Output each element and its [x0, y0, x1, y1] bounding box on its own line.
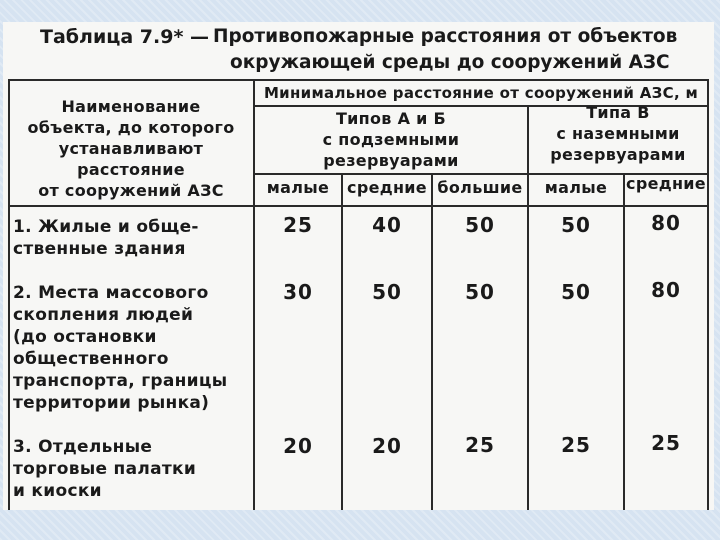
subheader-small-ab: малые: [266, 178, 330, 197]
row-2-value-1: 30: [283, 280, 313, 304]
table-top-border: [8, 79, 709, 81]
row-3-label: 3. Отдельные торговые палатки и киоски: [13, 437, 197, 501]
subheader-medium-ab: средние: [347, 178, 427, 197]
table-right-border: [707, 79, 709, 510]
row-1-label: 1. Жилые и обще- ственные здания: [13, 217, 199, 259]
row-3-value-3: 25: [465, 433, 495, 457]
header-type-v: Типа В с наземными резервуарами: [550, 103, 686, 164]
row-3-value-4: 25: [561, 433, 591, 457]
subheader-small-v: малые: [544, 178, 608, 197]
subheader-medium-v: средние: [626, 174, 706, 193]
table-left-border: [8, 79, 10, 510]
header-bottom-border: [8, 205, 709, 207]
row-3-value-2: 20: [372, 434, 402, 458]
header-min-distance: Минимальное расстояние от сооружений АЗС, м: [263, 84, 699, 102]
subheader-large-ab: большие: [437, 178, 523, 197]
row-1-value-4: 50: [561, 213, 591, 237]
row-1-value-1: 25: [283, 213, 313, 237]
header-type-ab: Типов А и Б с подземными резервуарами: [322, 109, 460, 170]
row-2-value-4: 50: [561, 280, 591, 304]
header-object-name: Наименование объекта, до которого устанавливают расстояние от сооружений АЗС: [27, 97, 235, 200]
row-2-value-2: 50: [372, 280, 402, 304]
row-2-label: 2. Места массового скопления людей (до остановки общественного транспорта, границы территории рынка): [13, 283, 228, 413]
document-sheet: [3, 22, 714, 510]
table-title-line1: Противопожарные расстояния от объектов: [213, 26, 678, 47]
table-title-prefix: Таблица 7.9* —: [40, 26, 210, 48]
row-1-value-2: 40: [372, 213, 402, 237]
table-title-line2: окружающей среды до сооружений АЗС: [230, 52, 670, 73]
row-2-value-3: 50: [465, 280, 495, 304]
row-3-value-1: 20: [283, 434, 313, 458]
row-3-value-5: 25: [651, 431, 681, 455]
row-2-value-5: 80: [651, 278, 681, 302]
row-1-value-5: 80: [651, 211, 681, 235]
row-1-value-3: 50: [465, 213, 495, 237]
